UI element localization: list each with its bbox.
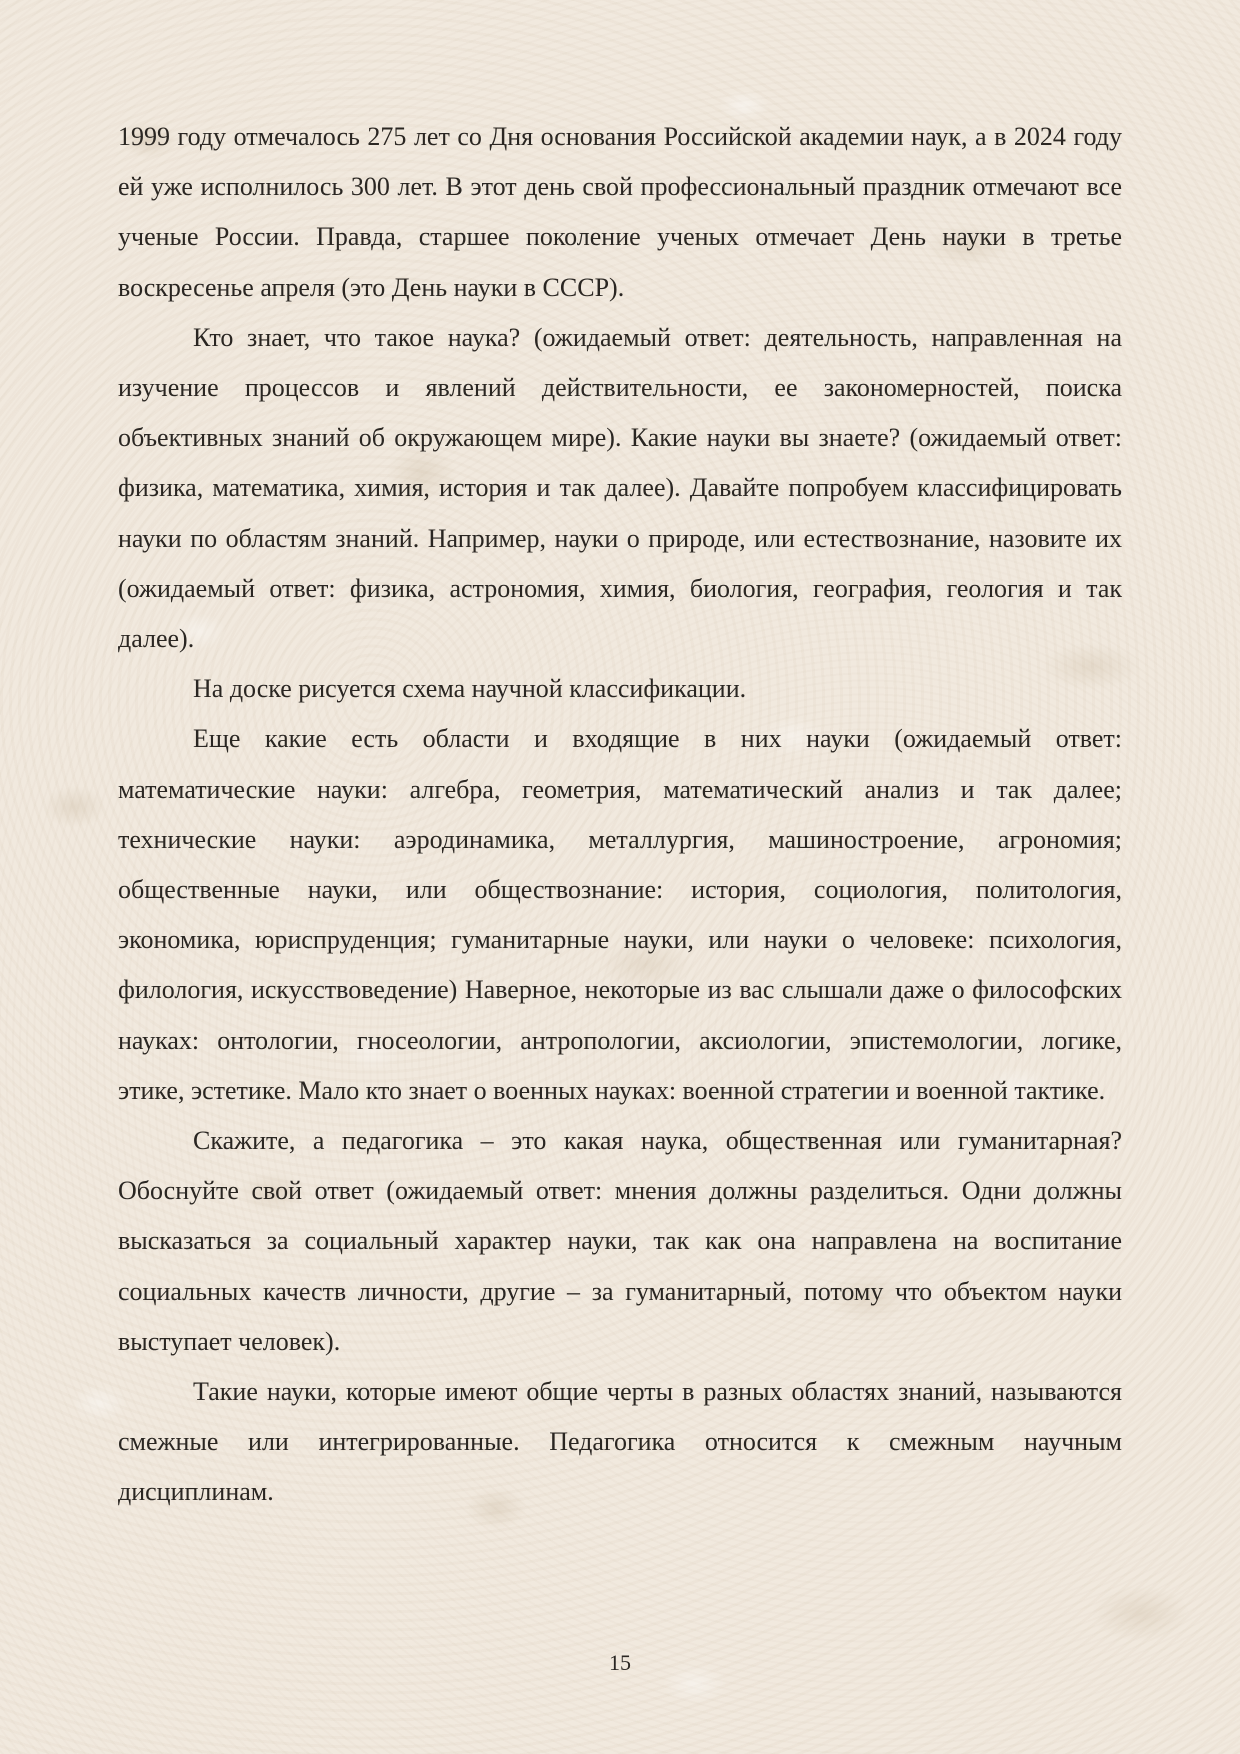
- document-body: [118, 112, 1122, 1518]
- paragraph-1: 1999 году отмечалось 275 лет со Дня основания Российской академии наук, а в 2024 году ей уже исполнилось 300 лет. В этот день свой профессиональный праздник отмечают все ученые России. Правда, старшее поколение ученых отмечает День науки в третье воскресенье апреля (это День науки в СССР).: [118, 122, 1122, 302]
- page-number: 15: [609, 1650, 631, 1675]
- paragraph-6: Такие науки, которые имеют общие черты в разных областях знаний, называются смежные или интегрированные. Педагогика относится к смежным научным дисциплинам.: [118, 1377, 1122, 1507]
- paragraph-4: Еще какие есть области и входящие в них науки (ожидаемый ответ: математические науки: алгебра, геометрия, математический анализ и так далее; технические науки: аэродинамика, металлургия, машиностроение, агрономия; общественные науки, или обществознание: история, социология, политология, экономика, юриспруденция; гуманитарные науки, или науки о человеке: психология, филология, искусствоведение) Наверное, некоторые из вас слышали даже о философских науках: онтологии, гносеологии, антропологии, аксиологии, эпистемологии, логике, этике, эстетике. Мало кто знает о военных науках: военной стратегии и военной тактике.: [118, 724, 1122, 1105]
- paragraph-5: Скажите, а педагогика – это какая наука, общественная или гуманитарная? Обоснуйте свой ответ (ожидаемый ответ: мнения должны разделиться. Одни должны высказаться за социальный характер науки, так как она направлена на воспитание социальных качеств личности, другие – за гуманитарный, потому что объектом науки выступает человек).: [118, 1126, 1122, 1356]
- paragraph-3: На доске рисуется схема научной классификации.: [193, 674, 747, 704]
- paragraph-2: Кто знает, что такое наука? (ожидаемый ответ: деятельность, направленная на изучение процессов и явлений действительности, ее закономерностей, поиска объективных знаний об окружающем мире). Какие науки вы знаете? (ожидаемый ответ: физика, математика, химия, история и так далее). Давайте попробуем классифицировать науки по областям знаний. Например, науки о природе, или естествознание, назовите их (ожидаемый ответ: физика, астрономия, химия, биология, география, геология и так далее).: [118, 322, 1122, 654]
